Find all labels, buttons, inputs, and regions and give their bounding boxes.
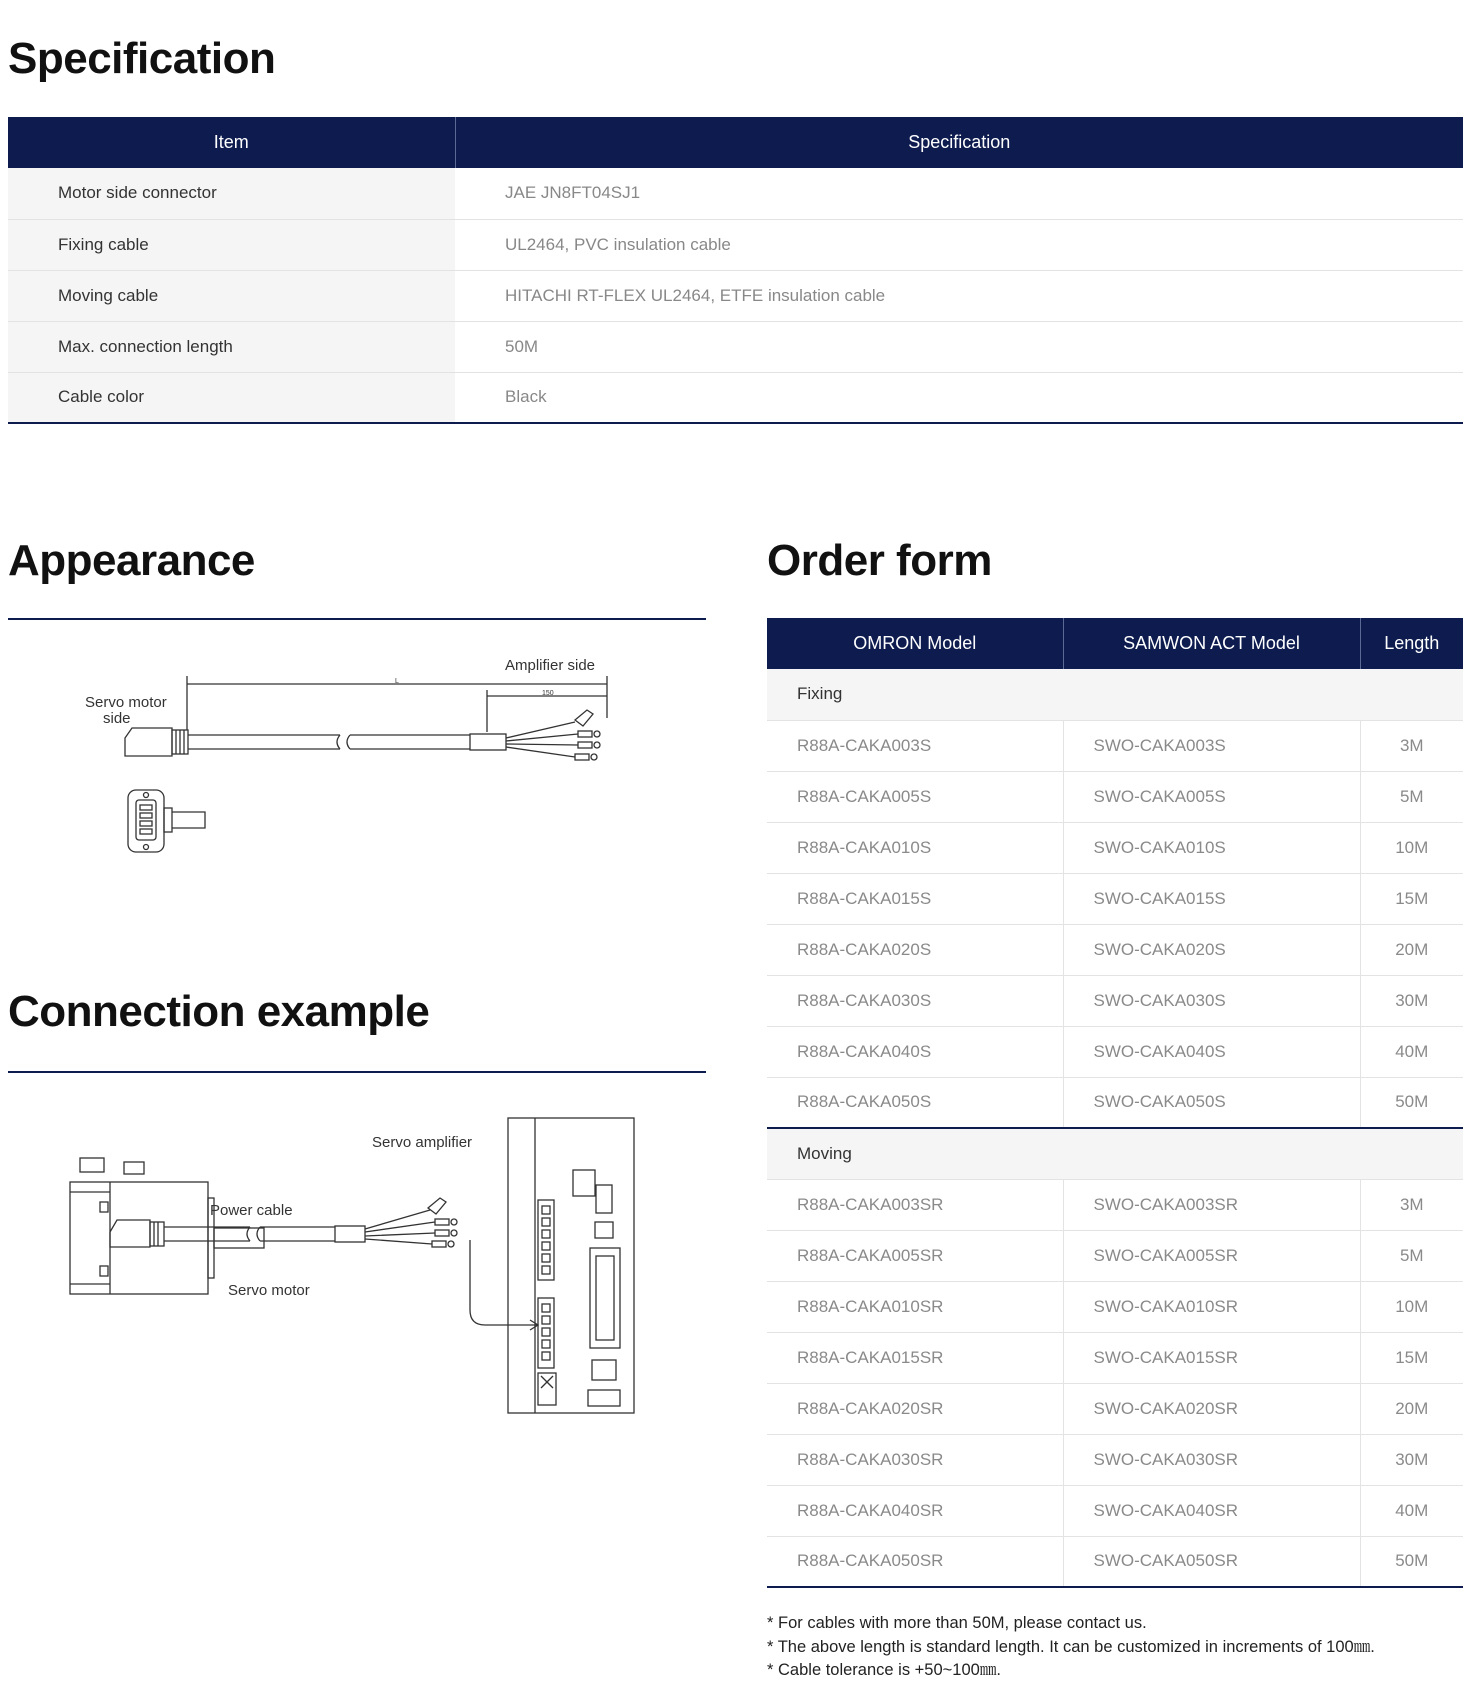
omron-model: R88A-CAKA005SR bbox=[767, 1230, 1063, 1281]
length: 3M bbox=[1360, 1179, 1463, 1230]
samwon-model: SWO-CAKA003S bbox=[1063, 720, 1360, 771]
omron-model: R88A-CAKA040S bbox=[767, 1026, 1063, 1077]
note-line: * The above length is standard length. It can be customized in increments of 100㎜. bbox=[767, 1637, 1375, 1656]
length: 40M bbox=[1360, 1485, 1463, 1536]
omron-model: R88A-CAKA010SR bbox=[767, 1281, 1063, 1332]
spec-title: Specification bbox=[8, 34, 276, 83]
length: 20M bbox=[1360, 924, 1463, 975]
table-row bbox=[8, 168, 1463, 219]
spec-table bbox=[8, 117, 1463, 424]
note-line: * For cables with more than 50M, please contact us. bbox=[767, 1614, 1147, 1632]
table-row bbox=[767, 1434, 1463, 1485]
table-row bbox=[767, 1077, 1463, 1128]
samwon-model: SWO-CAKA015SR bbox=[1063, 1332, 1360, 1383]
spec-header-spec: Specification bbox=[455, 117, 1463, 168]
omron-model: R88A-CAKA040SR bbox=[767, 1485, 1063, 1536]
dim-150-label: 150 bbox=[542, 690, 554, 697]
spec-header-row bbox=[8, 117, 1463, 168]
spec-item: Cable color bbox=[8, 372, 455, 423]
group-label: Fixing bbox=[767, 669, 1463, 720]
omron-model: R88A-CAKA030S bbox=[767, 975, 1063, 1026]
samwon-model: SWO-CAKA020SR bbox=[1063, 1383, 1360, 1434]
table-row bbox=[767, 1230, 1463, 1281]
omron-model: R88A-CAKA005S bbox=[767, 771, 1063, 822]
spec-item: Moving cable bbox=[8, 270, 455, 321]
table-row bbox=[767, 1485, 1463, 1536]
length: 3M bbox=[1360, 720, 1463, 771]
omron-model: R88A-CAKA020S bbox=[767, 924, 1063, 975]
samwon-model: SWO-CAKA030SR bbox=[1063, 1434, 1360, 1485]
omron-model: R88A-CAKA010S bbox=[767, 822, 1063, 873]
servo-motor-label: Servo motor bbox=[228, 1282, 310, 1299]
samwon-model: SWO-CAKA005S bbox=[1063, 771, 1360, 822]
dim-l-label: L bbox=[395, 678, 399, 685]
power-cable-label: Power cable bbox=[210, 1202, 293, 1219]
spec-item: Motor side connector bbox=[8, 168, 455, 219]
table-row bbox=[8, 372, 1463, 423]
connection-divider bbox=[8, 1071, 706, 1073]
table-row bbox=[8, 270, 1463, 321]
servo-amplifier-label: Servo amplifier bbox=[372, 1134, 473, 1151]
omron-model: R88A-CAKA050S bbox=[767, 1077, 1063, 1128]
length: 15M bbox=[1360, 1332, 1463, 1383]
length: 40M bbox=[1360, 1026, 1463, 1077]
spec-value: HITACHI RT-FLEX UL2464, ETFE insulation cable bbox=[455, 270, 1463, 321]
table-row bbox=[767, 771, 1463, 822]
length: 15M bbox=[1360, 873, 1463, 924]
order-title: Order form bbox=[767, 536, 992, 585]
servo-side-label-2: side bbox=[103, 710, 131, 727]
spec-item: Fixing cable bbox=[8, 219, 455, 270]
samwon-model: SWO-CAKA050S bbox=[1063, 1077, 1360, 1128]
appearance-divider bbox=[8, 618, 706, 620]
order-header-samwon: SAMWON ACT Model bbox=[1063, 618, 1360, 669]
spec-value: UL2464, PVC insulation cable bbox=[455, 219, 1463, 270]
appearance-diagram bbox=[60, 640, 640, 870]
spec-value: 50M bbox=[455, 321, 1463, 372]
table-row bbox=[8, 219, 1463, 270]
table-row bbox=[767, 975, 1463, 1026]
order-header-length: Length bbox=[1360, 618, 1463, 669]
omron-model: R88A-CAKA003SR bbox=[767, 1179, 1063, 1230]
connection-title: Connection example bbox=[8, 987, 430, 1036]
amplifier-side-label: Amplifier side bbox=[505, 657, 596, 674]
order-header-row bbox=[767, 618, 1463, 669]
length: 5M bbox=[1360, 1230, 1463, 1281]
spec-header-item: Item bbox=[8, 117, 455, 168]
group-label: Moving bbox=[767, 1128, 1463, 1179]
omron-model: R88A-CAKA015SR bbox=[767, 1332, 1063, 1383]
samwon-model: SWO-CAKA005SR bbox=[1063, 1230, 1360, 1281]
samwon-model: SWO-CAKA040SR bbox=[1063, 1485, 1360, 1536]
omron-model: R88A-CAKA030SR bbox=[767, 1434, 1063, 1485]
length: 50M bbox=[1360, 1536, 1463, 1587]
omron-model: R88A-CAKA015S bbox=[767, 873, 1063, 924]
samwon-model: SWO-CAKA040S bbox=[1063, 1026, 1360, 1077]
length: 30M bbox=[1360, 1434, 1463, 1485]
length: 30M bbox=[1360, 975, 1463, 1026]
length: 10M bbox=[1360, 1281, 1463, 1332]
servo-side-label-1: Servo motor bbox=[85, 694, 167, 711]
length: 5M bbox=[1360, 771, 1463, 822]
order-notes bbox=[767, 1612, 1375, 1683]
table-row bbox=[767, 873, 1463, 924]
samwon-model: SWO-CAKA030S bbox=[1063, 975, 1360, 1026]
samwon-model: SWO-CAKA010S bbox=[1063, 822, 1360, 873]
table-row bbox=[767, 1536, 1463, 1587]
samwon-model: SWO-CAKA020S bbox=[1063, 924, 1360, 975]
order-header-omron: OMRON Model bbox=[767, 618, 1063, 669]
omron-model: R88A-CAKA003S bbox=[767, 720, 1063, 771]
omron-model: R88A-CAKA050SR bbox=[767, 1536, 1063, 1587]
table-row bbox=[8, 321, 1463, 372]
samwon-model: SWO-CAKA015S bbox=[1063, 873, 1360, 924]
group-row-moving bbox=[767, 1128, 1463, 1179]
samwon-model: SWO-CAKA010SR bbox=[1063, 1281, 1360, 1332]
table-row bbox=[767, 1179, 1463, 1230]
appearance-title: Appearance bbox=[8, 536, 255, 585]
table-row bbox=[767, 1332, 1463, 1383]
group-row-fixing bbox=[767, 669, 1463, 720]
samwon-model: SWO-CAKA050SR bbox=[1063, 1536, 1360, 1587]
connection-diagram bbox=[60, 1110, 660, 1420]
table-row bbox=[767, 1383, 1463, 1434]
order-table bbox=[767, 618, 1463, 1588]
samwon-model: SWO-CAKA003SR bbox=[1063, 1179, 1360, 1230]
table-row bbox=[767, 720, 1463, 771]
length: 50M bbox=[1360, 1077, 1463, 1128]
table-row bbox=[767, 1026, 1463, 1077]
table-row bbox=[767, 1281, 1463, 1332]
spec-item: Max. connection length bbox=[8, 321, 455, 372]
length: 20M bbox=[1360, 1383, 1463, 1434]
spec-value: JAE JN8FT04SJ1 bbox=[455, 168, 1463, 219]
note-line: * Cable tolerance is +50~100㎜. bbox=[767, 1661, 1001, 1679]
table-row bbox=[767, 822, 1463, 873]
spec-value: Black bbox=[455, 372, 1463, 423]
length: 10M bbox=[1360, 822, 1463, 873]
table-row bbox=[767, 924, 1463, 975]
omron-model: R88A-CAKA020SR bbox=[767, 1383, 1063, 1434]
